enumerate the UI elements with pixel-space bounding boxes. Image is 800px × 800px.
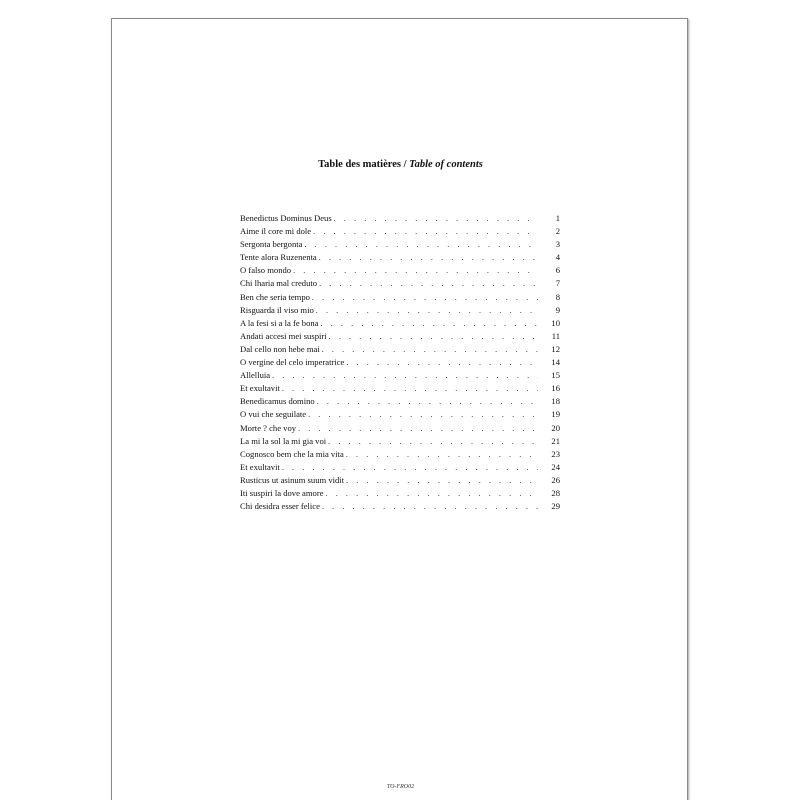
dot-leader <box>308 408 538 421</box>
dot-leader <box>319 251 538 264</box>
dot-leader <box>346 356 538 369</box>
toc-entry-page-number: 4 <box>555 252 560 263</box>
toc-entry-page-number: 11 <box>551 330 560 341</box>
toc-entry-page-number: 28 <box>551 487 560 498</box>
dot-leader <box>304 238 538 251</box>
toc-entry-page-number: 14 <box>551 357 560 368</box>
title-english: Table of contents <box>409 159 483 170</box>
document-page <box>111 18 688 800</box>
toc-entry[interactable] <box>240 304 560 317</box>
toc-entry-page-number: 7 <box>555 278 560 289</box>
toc-entry-page-number: 23 <box>551 448 560 459</box>
toc-entry-title: Dal cello non hebe mai <box>240 343 320 354</box>
toc-entry-page-number: 1 <box>555 213 560 223</box>
toc-entry-page-number: 18 <box>551 396 560 407</box>
toc-entry-page-number: 8 <box>555 291 560 302</box>
toc-entry-page-number: 21 <box>551 435 560 446</box>
toc-entry-title: Sergonta bergonta <box>240 239 303 250</box>
title-separator: / <box>400 159 410 170</box>
toc-entry-title: O vui che seguilate <box>240 409 307 420</box>
toc-entry[interactable] <box>240 395 560 408</box>
dot-leader <box>298 422 538 435</box>
dot-leader <box>322 500 538 513</box>
toc-entry-title: Andati accesi mei suspiri <box>240 330 327 341</box>
toc-entry-title: Rusticus ut asinum suum vidit <box>240 474 345 485</box>
toc-entry-title: Et exultavit <box>240 461 280 472</box>
dot-leader <box>328 435 538 448</box>
toc-entry[interactable] <box>240 369 560 382</box>
toc-entry-title: Tente alora Ruzenenta <box>240 252 317 263</box>
dot-leader <box>326 487 538 500</box>
dot-leader <box>312 291 538 304</box>
toc-entry-title: Aime il core mi dole <box>240 226 312 237</box>
toc-entry[interactable] <box>240 461 560 474</box>
dot-leader <box>282 461 538 474</box>
dot-leader <box>319 277 538 290</box>
toc-entry[interactable] <box>240 264 560 277</box>
toc-entry-page-number: 26 <box>551 474 560 485</box>
toc-entry-page-number: 20 <box>551 422 560 433</box>
toc-entry[interactable] <box>240 317 560 330</box>
toc-entry-title: Chi desidra esser felice <box>240 501 320 512</box>
toc-entry[interactable] <box>240 487 560 500</box>
toc-entry-title: Risguarda il viso mio <box>240 304 314 315</box>
toc-entry-title: Ben che seria tempo <box>240 291 310 302</box>
toc-entry[interactable] <box>240 251 560 264</box>
dot-leader <box>322 343 538 356</box>
dot-leader <box>334 212 538 225</box>
toc-entry[interactable] <box>240 277 560 290</box>
toc-entry-page-number: 24 <box>551 461 560 472</box>
toc-entry-title: Et exultavit <box>240 383 280 394</box>
dot-leader <box>321 317 538 330</box>
table-of-contents <box>240 212 560 513</box>
toc-entry-title: Benedictus Dominus Deus <box>240 213 332 223</box>
toc-entry-title: A la fesi si a la fe bona <box>240 317 319 328</box>
toc-entry-page-number: 2 <box>555 226 560 237</box>
toc-entry-title: Allelluia <box>240 370 271 381</box>
toc-entry[interactable] <box>240 343 560 356</box>
toc-entry[interactable] <box>240 225 560 238</box>
toc-entry-title: O vergine del celo imperatrice <box>240 357 345 368</box>
dot-leader <box>316 304 538 317</box>
title-french: Table des matières <box>318 159 401 170</box>
dot-leader <box>346 448 538 461</box>
toc-entry-page-number: 19 <box>551 409 560 420</box>
toc-entry[interactable] <box>240 422 560 435</box>
toc-entry-title: Benedicamus domino <box>240 396 315 407</box>
dot-leader <box>293 264 538 277</box>
dot-leader <box>346 474 538 487</box>
dot-leader <box>272 369 538 382</box>
toc-entry[interactable] <box>240 500 560 513</box>
toc-entry[interactable] <box>240 330 560 343</box>
dot-leader <box>313 225 538 238</box>
toc-entry[interactable] <box>240 474 560 487</box>
toc-entry[interactable] <box>240 212 560 225</box>
toc-entry-page-number: 10 <box>551 317 560 328</box>
toc-entry[interactable] <box>240 356 560 369</box>
toc-entry[interactable] <box>240 382 560 395</box>
toc-entry[interactable] <box>240 238 560 251</box>
page-title <box>112 159 689 170</box>
toc-entry[interactable] <box>240 448 560 461</box>
toc-entry-title: Iti suspiri la dove amore <box>240 487 324 498</box>
toc-entry-title: O falso mondo <box>240 265 292 276</box>
toc-entry-title: Cognosco bem che la mia vita <box>240 448 344 459</box>
toc-entry-title: Chi lharia mal creduto <box>240 278 318 289</box>
footer-code: TO-FRO02 <box>386 784 415 790</box>
toc-entry[interactable] <box>240 408 560 421</box>
toc-entry-page-number: 15 <box>551 370 560 381</box>
toc-entry-title: La mi la sol la mi gia voi <box>240 435 327 446</box>
dot-leader <box>329 330 538 343</box>
dot-leader <box>317 395 538 408</box>
toc-entry-page-number: 6 <box>555 265 560 276</box>
toc-entry[interactable] <box>240 435 560 448</box>
toc-entry-page-number: 12 <box>551 343 560 354</box>
toc-entry-page-number: 3 <box>555 239 560 250</box>
toc-entry-page-number: 16 <box>551 383 560 394</box>
toc-entry-title: Morte ? che voy <box>240 422 297 433</box>
toc-entry[interactable] <box>240 291 560 304</box>
toc-entry-page-number: 9 <box>555 304 560 315</box>
toc-entry-page-number: 29 <box>551 501 560 512</box>
dot-leader <box>282 382 538 395</box>
